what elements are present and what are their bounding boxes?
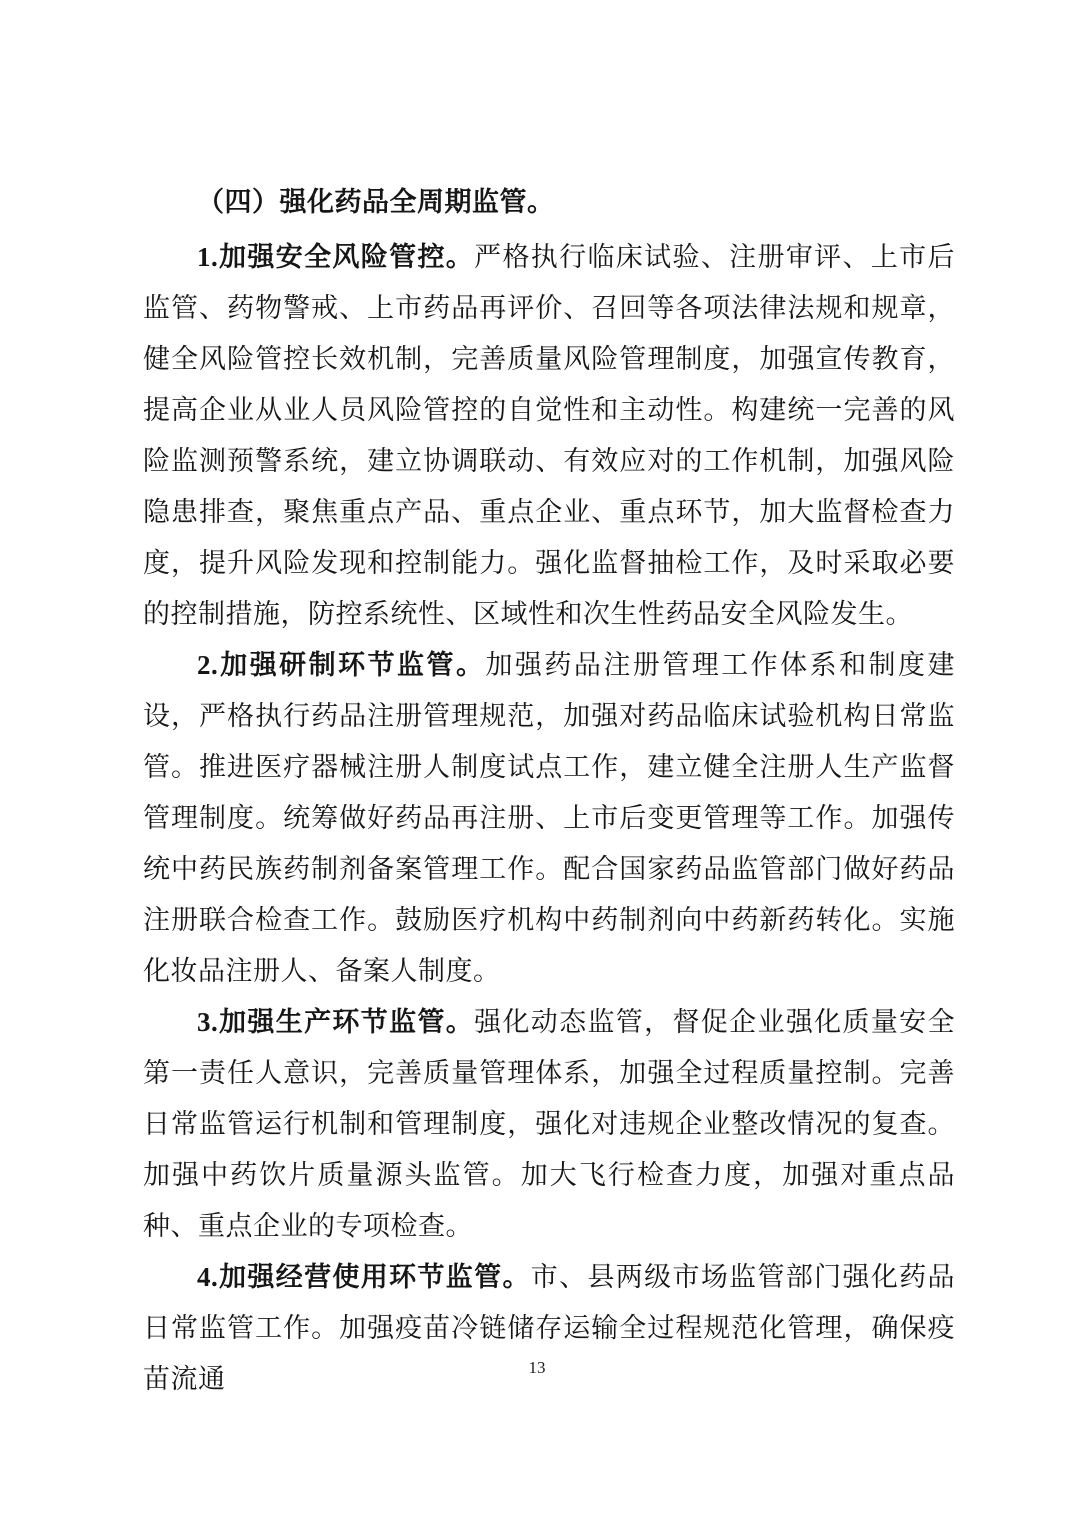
paragraph-body: 严格执行临床试验、注册审评、上市后监管、药物警戒、上市药品再评价、召回等各项法律法规和规章，健全风险管控长效机制，完善质量风险管理制度，加强宣传教育，提高企业从业人员风险管控的自觉性和主动性。构建统一完善的风险监测预警系统，建立协调联动、有效应对的工作机制，加强风险隐患排查，聚焦重点产品、重点企业、重点环节，加大监督检查力度，提升风险发现和控制能力。强化监督抽检工作，及时采取必要的控制措施，防控系统性、区域性和次生性药品安全风险发生。 xyxy=(143,242,956,629)
paragraph-lead: 4.加强经营使用环节监管。 xyxy=(197,1262,531,1292)
paragraph-lead: 3.加强生产环节监管。 xyxy=(197,1007,475,1037)
paragraph-body: 加强药品注册管理工作体系和制度建设，严格执行药品注册管理规范，加强对药品临床试验机构日常监管。推进医疗器械注册人制度试点工作，建立健全注册人生产监督管理制度。统筹做好药品再注册、上市后变更管理等工作。加强传统中药民族药制剂备案管理工作。配合国家药品监管部门做好药品注册联合检查工作。鼓励医疗机构中药制剂向中药新药转化。实施化妆品注册人、备案人制度。 xyxy=(143,650,956,986)
paragraph-body: 强化动态监管，督促企业强化质量安全第一责任人意识，完善质量管理体系，加强全过程质量控制。完善日常监管运行机制和管理制度，强化对违规企业整改情况的复查。加强中药饮片质量源头监管。加大飞行检查力度，加强对重点品种、重点企业的专项检查。 xyxy=(143,1007,956,1241)
paragraph xyxy=(143,997,955,1252)
paragraph-body: 市、县两级市场监管部门强化药品日常监管工作。加强疫苗冷链储存运输全过程规范化管理，确保疫苗流通 xyxy=(143,1262,956,1394)
document-body xyxy=(143,177,955,1405)
page-number: 13 xyxy=(528,1358,546,1377)
paragraph xyxy=(143,640,955,997)
paragraph xyxy=(143,1252,955,1405)
paragraph xyxy=(143,232,955,640)
paragraph-lead: 2.加强研制环节监管。 xyxy=(197,650,486,680)
section-heading: （四）强化药品全周期监管。 xyxy=(197,187,555,217)
paragraph-lead: 1.加强安全风险管控。 xyxy=(197,242,475,272)
